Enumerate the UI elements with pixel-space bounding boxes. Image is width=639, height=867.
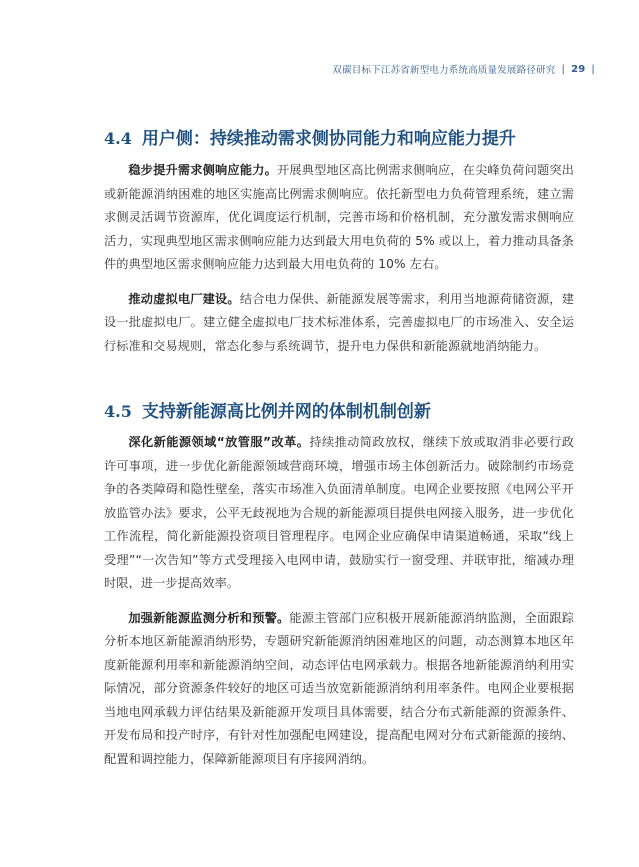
section-heading — [104, 124, 574, 149]
paragraph-lead: 推动虚拟电厂建设。 — [128, 291, 240, 306]
section-title: 用户侧：持续推动需求侧协同能力和响应能力提升 — [141, 129, 516, 149]
paragraph-body: 持续推动简政放权，继续下放或取消非必要行政许可事项，进一步优化新能源领域营商环境，增强市场主体创新活力。破除制约市场竞争的各类障碍和隐性壁垒，落实市场准入负面清单制度。电网企业要按照《电网公平开放监管办法》要求，公平无歧视地为合规的新能源项目提供电网接入服务，进一步优化工作流程，简化新能源投资项目管理程序。电网企业应确保申请渠道畅通，采取“线上受理”“一次告知”等方式受理接入电网申请，鼓励实行一窗受理、并联审批，缩减办理时限，进一步提高效率。 — [104, 435, 574, 590]
paragraph-body: 能源主管部门应积极开展新能源消纳监测，全面跟踪分析本地区新能源消纳形势，专题研究新能源消纳困难地区的问题，动态测算本地区年度新能源利用率和新能源消纳空间，动态评估电网承载力。根据各地新能源消纳利用实际情况，部分资源条件较好的地区可适当放宽新能源消纳利用率条件。电网企业要根据当地电网承载力评估结果及新能源开发项目具体需要，结合分布式新能源的资源条件、开发布局和投产时序，有针对性加强配电网建设，提高配电网对分布式新能源的接纳、配置和调控能力，保障新能源项目有序接网消纳。 — [104, 610, 574, 766]
paragraph-lead: 深化新能源领域“放管服”改革。 — [128, 435, 310, 449]
page-number: 29 — [571, 63, 586, 75]
separator: | — [591, 63, 595, 75]
separator: | — [561, 63, 566, 75]
section-number: 4.4 — [104, 129, 132, 148]
section-4-4 — [104, 124, 574, 358]
paragraph — [104, 607, 574, 772]
section-heading — [104, 397, 574, 422]
paragraph — [104, 159, 574, 277]
section-number: 4.5 — [104, 402, 132, 421]
section-title: 支持新能源高比例并网的体制机制创新 — [141, 402, 431, 422]
section-4-5 — [104, 397, 574, 771]
paragraph — [104, 431, 574, 596]
paragraph — [104, 288, 574, 359]
running-header — [0, 62, 601, 76]
document-title: 双碳目标下江苏省新型电力系统高质量发展路径研究 — [332, 65, 556, 76]
paragraph-body: 开展典型地区高比例需求侧响应，在尖峰负荷问题突出或新能源消纳困难的地区实施高比例需求侧响应。依托新型电力负荷管理系统，建立需求侧灵活调节资源库，优化调度运行机制，完善市场和价格机制，充分激发需求侧响应活力，实现典型地区需求侧响应能力达到最大用电负荷的 5% 或以上，着力推动具备条件的典型地区需求侧响应能力达到最大用电负荷的 10% 左右。 — [104, 163, 575, 271]
paragraph-lead: 稳步提升需求侧响应能力。 — [128, 163, 277, 177]
paragraph-lead: 加强新能源监测分析和预警。 — [128, 610, 290, 625]
paragraph-body: 结合电力保供、新能源发展等需求，利用当地源荷储资源，建设一批虚拟电厂。建立健全虚拟电厂技术标准体系，完善虚拟电厂的市场准入、安全运行标准和交易规则，常态化参与系统调节，提升电力保供和新能源就地消纳能力。 — [104, 291, 575, 353]
